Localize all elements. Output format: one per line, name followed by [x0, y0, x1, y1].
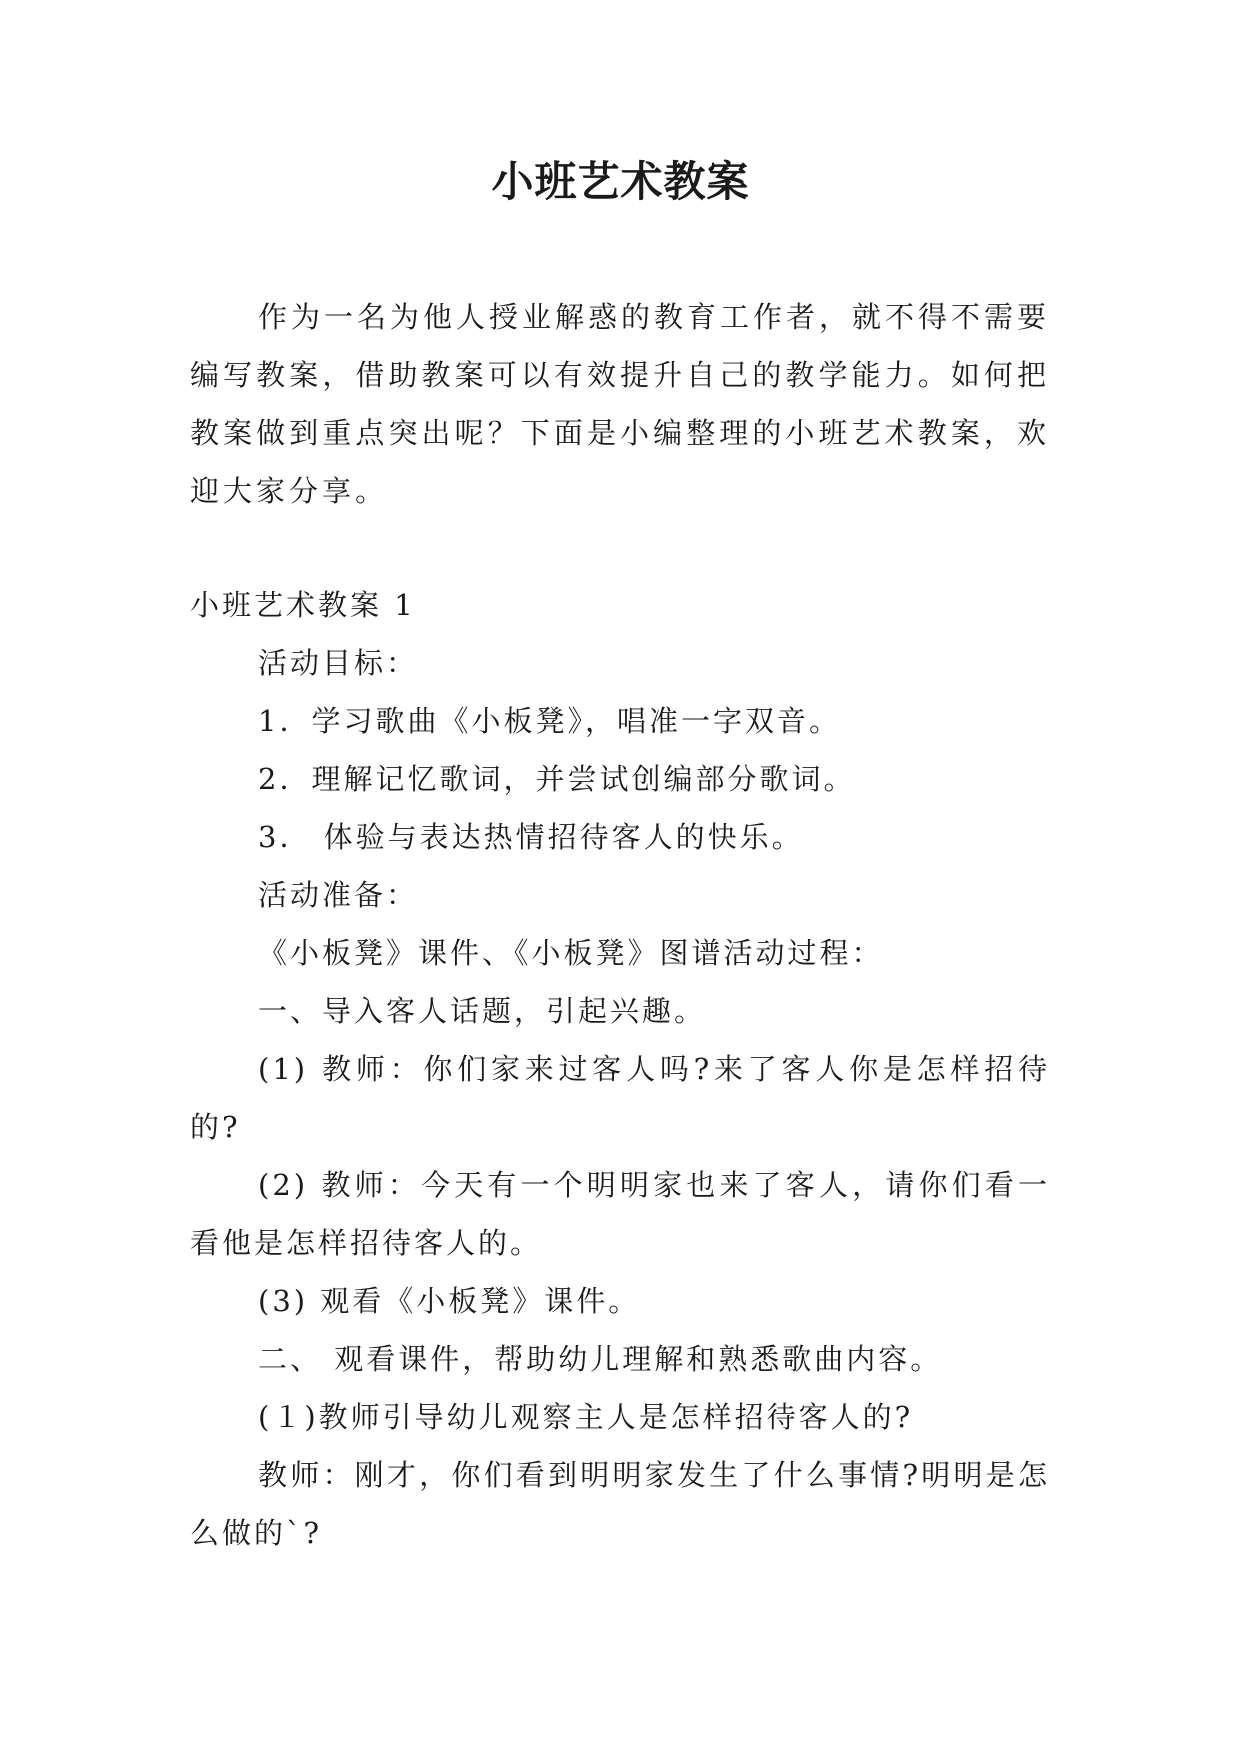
paragraph-goal-2: 2．理解记忆歌词，并尝试创编部分歌词。	[258, 762, 856, 796]
paragraph-step-1-2: (2) 教师：今天有一个明明家也来了客人，请你们看一看他是怎样招待客人的。	[190, 1168, 1050, 1260]
paragraph-prep-heading: 活动准备：	[258, 878, 419, 912]
section-title: 小班艺术教案 1	[190, 588, 416, 622]
paragraph-step-2: 二、 观看课件，帮助幼儿理解和熟悉歌曲内容。	[258, 1342, 943, 1376]
paragraph-goals-heading: 活动目标：	[258, 646, 419, 680]
paragraph-goal-1: 1．学习歌曲《小板凳》，唱准一字双音。	[258, 704, 841, 738]
document-title: 小班艺术教案	[491, 157, 750, 206]
paragraph-step-1-1: (1) 教师：你们家来过客人吗?来了客人你是怎样招待的?	[190, 1052, 1050, 1144]
paragraph-step-2-1: (１)教师引导幼儿观察主人是怎样招待客人的?	[258, 1400, 914, 1434]
paragraph-step-1: 一、导入客人话题，引起兴趣。	[258, 994, 707, 1028]
paragraph-teacher-question: 教师：刚才，你们看到明明家发生了什么事情?明明是怎么做的`?	[190, 1458, 1050, 1550]
paragraph-prep-materials: 《小板凳》课件、《小板凳》图谱活动过程：	[258, 936, 884, 970]
paragraph-step-1-3: (3) 观看《小板凳》课件。	[258, 1284, 641, 1318]
intro-paragraph: 作为一名为他人授业解惑的教育工作者，就不得不需要编写教案，借助教案可以有效提升自己的教学能力。如何把教案做到重点突出呢？下面是小编整理的小班艺术教案，欢迎大家分享。	[190, 300, 1051, 508]
paragraph-goal-3: 3． 体验与表达热情招待客人的快乐。	[258, 820, 804, 854]
lesson-section	[190, 576, 1050, 1562]
